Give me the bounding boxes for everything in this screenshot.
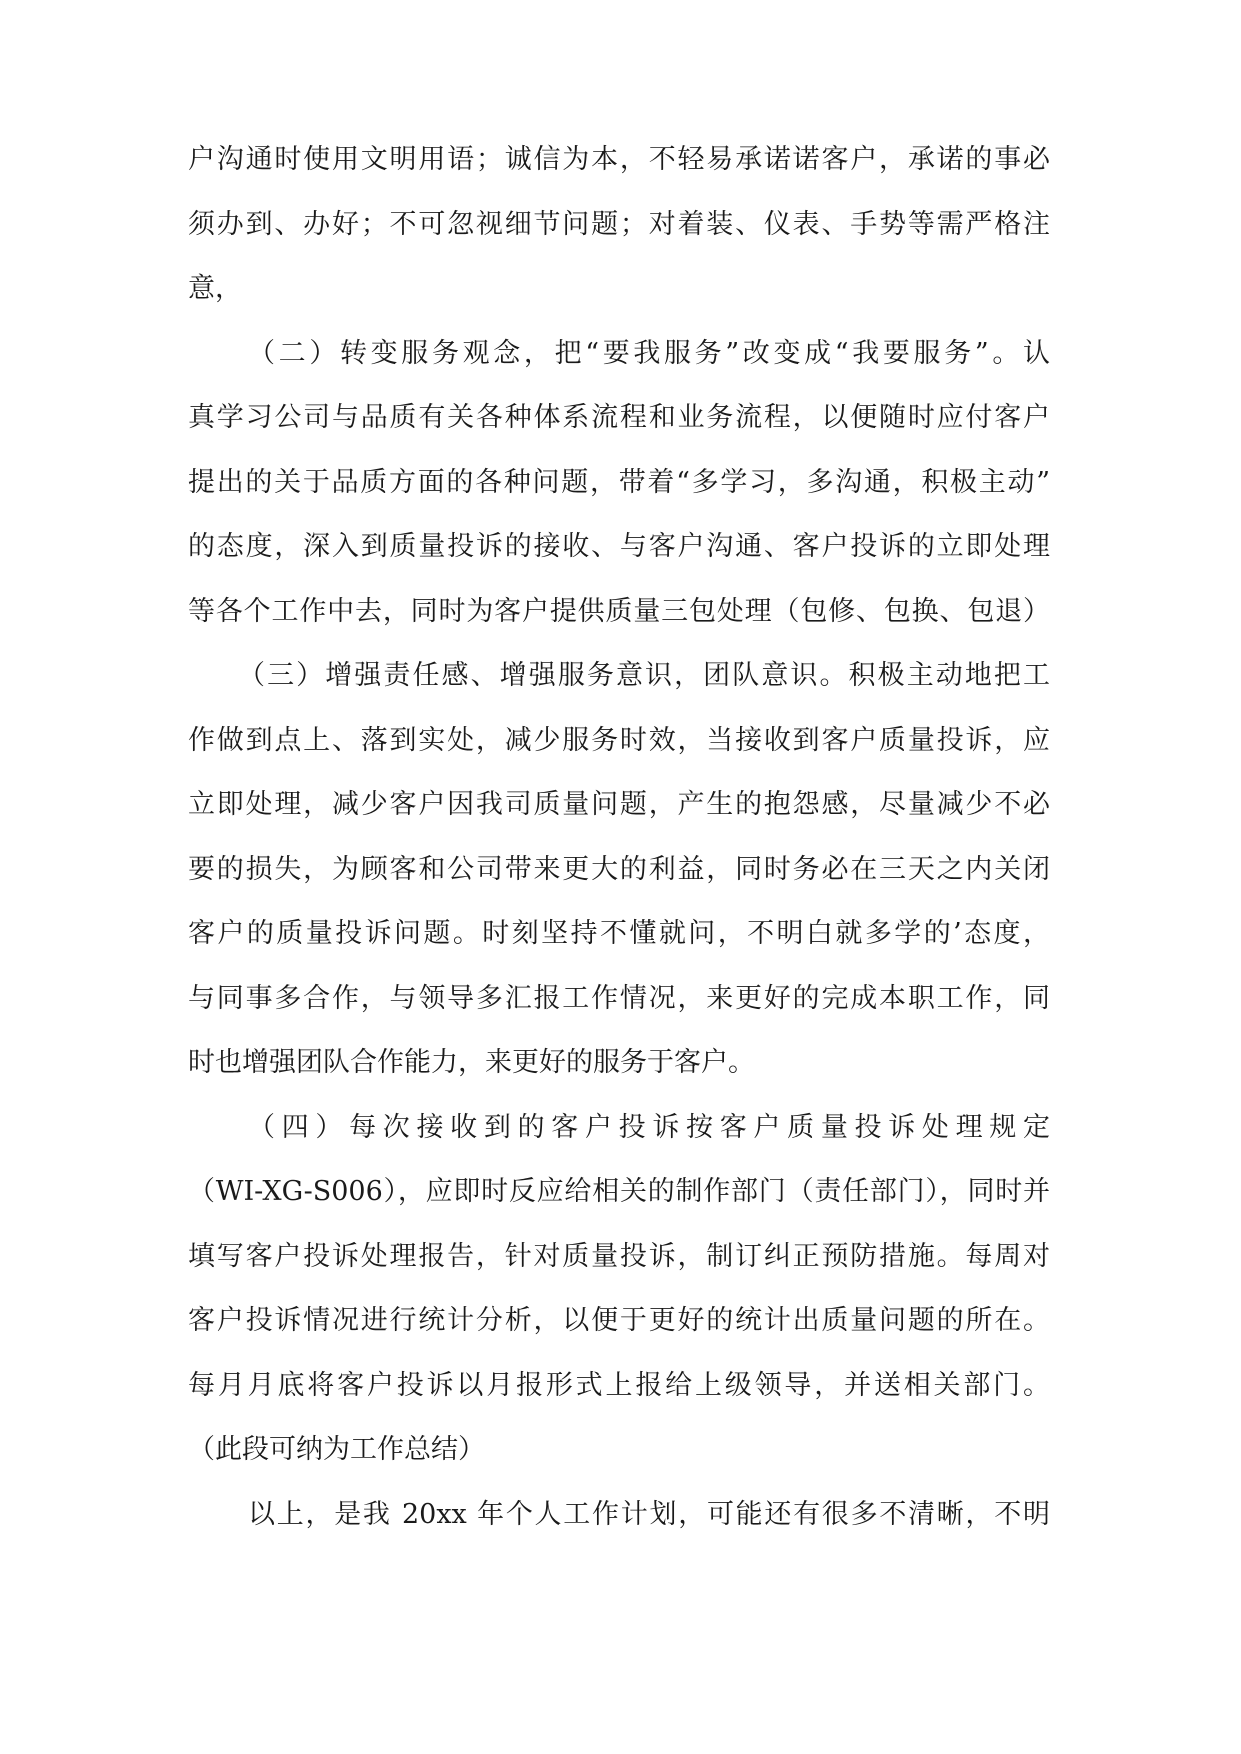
text-line: 立即处理，减少客户因我司质量问题，产生的抱怨感，尽量减少不必: [188, 789, 1050, 820]
text-line: 时也增强团队合作能力，来更好的服务于客户。: [188, 1047, 755, 1078]
text-line: 户沟通时使用文明用语；诚信为本，不轻易承诺诺客户，承诺的事必: [188, 144, 1050, 175]
text-line: 真学习公司与品质有关各种体系流程和业务流程，以便随时应付客户: [188, 402, 1050, 433]
text-line: 与同事多合作，与领导多汇报工作情况，来更好的完成本职工作，同: [188, 982, 1050, 1014]
paragraph-start-line: （四）每次接收到的客户投诉按客户质量投诉处理规定: [248, 1111, 1050, 1143]
text-line: 须办到、办好；不可忽视细节问题；对着装、仪表、手势等需严格注: [188, 208, 1050, 240]
text-line: 作做到点上、落到实处，减少服务时效，当接收到客户质量投诉，应: [188, 724, 1050, 756]
text-line: 意，: [188, 273, 242, 304]
text-line: （WI-XG-S006），应即时反应给相关的制作部门（责任部门），同时并: [188, 1176, 1050, 1207]
text-line: 提出的关于品质方面的各种问题，带着“多学习，多沟通，积极主动”: [188, 466, 1050, 498]
text-line: 每月月底将客户投诉以月报形式上报给上级领导，并送相关部门。: [188, 1369, 1050, 1401]
paragraph-start-line: 以上，是我 20xx 年个人工作计划，可能还有很多不清晰，不明: [248, 1498, 1050, 1530]
text-line: 等各个工作中去，同时为客户提供质量三包处理（包修、包换、包退）: [188, 595, 1050, 627]
text-line: （此段可纳为工作总结）: [188, 1434, 485, 1465]
text-line: 要的损失，为顾客和公司带来更大的利益，同时务必在三天之内关闭: [188, 853, 1050, 885]
document-body: [188, 128, 1050, 1547]
text-line: 客户投诉情况进行统计分析，以便于更好的统计出质量问题的所在。: [188, 1305, 1050, 1336]
text-line: 客户的质量投诉问题。时刻坚持不懂就问，不明白就多学的’态度，: [188, 918, 1050, 949]
paragraph-start-line: （二）转变服务观念，把“要我服务”改变成“我要服务”。认: [248, 337, 1050, 369]
paragraph-start-line: （三）增强责任感、增强服务意识，团队意识。积极主动地把工: [238, 660, 1050, 691]
text-line: 的态度，深入到质量投诉的接收、与客户沟通、客户投诉的立即处理: [188, 531, 1050, 562]
text-line: 填写客户投诉处理报告，针对质量投诉，制订纠正预防措施。每周对: [188, 1240, 1050, 1272]
